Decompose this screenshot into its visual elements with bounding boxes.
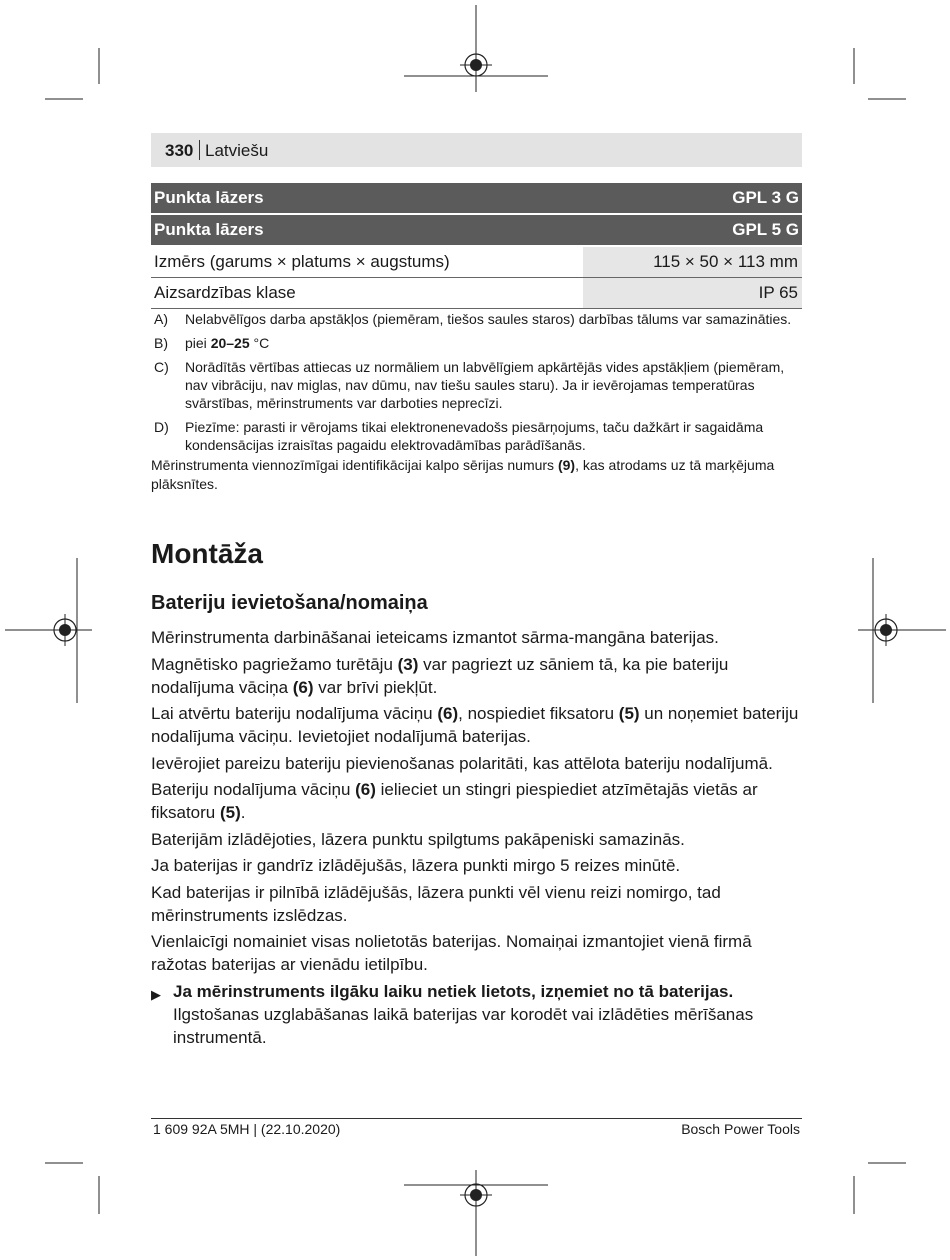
footer-document-id: 1 609 92A 5MH | (22.10.2020) (153, 1121, 341, 1137)
warning-content (173, 980, 802, 1049)
table-cell-label: Izmērs (garums × platums × augstums) (151, 246, 583, 278)
table-cell-value: GPL 3 G (583, 183, 802, 214)
section-body (151, 626, 802, 1049)
footnote-c (151, 358, 802, 412)
reference-number: (3) (397, 654, 419, 674)
reference-number: (6) (292, 677, 314, 697)
ident-text: Mērinstrumenta viennozīmīgai identifikācijai kalpo sērijas numurs (151, 457, 558, 473)
footnote-text: Piezīme: parasti ir vērojams tikai elektronenevadošs piesārņojums, taču dažkārt ir sagaidāma kondensācijas izraisītas pagaidu elektrovadāmības parādīšanās. (185, 419, 764, 453)
footer-brand: Bosch Power Tools (681, 1121, 800, 1137)
paragraph-text: ielieciet un stingri piespiediet atzīmētajās vietās ar fiksatoru (151, 780, 758, 822)
table-cell-value: 115 × 50 × 113 mm (583, 246, 802, 278)
triangle-bullet-icon: ▶ (151, 986, 161, 1002)
table-cell-label: Punkta lāzers (151, 214, 583, 246)
paragraph: Vienlaicīgi nomainiet visas nolietotās baterijas. Nomaiņai izmantojiet vienā firmā ražotas baterijas ar vienādu ietilpību. (151, 932, 752, 974)
paragraph-text: var brīvi piekļūt. (313, 677, 438, 697)
footnote-unit: °C (249, 335, 270, 351)
footnote-label: D) (154, 419, 169, 435)
reference-number: (5) (618, 704, 640, 723)
paragraph (151, 702, 802, 748)
table-cell-label: Punkta lāzers (151, 183, 583, 214)
table-row (151, 246, 802, 278)
footnote-text-pre: piei (185, 335, 211, 351)
paragraph-text: Magnētisko pagriežamo turētāju (151, 654, 398, 674)
paragraph (151, 653, 802, 699)
spec-table (151, 183, 802, 309)
reference-number: (6) (355, 780, 376, 799)
footnote-text (185, 334, 802, 352)
footnotes (151, 310, 802, 494)
table-cell-value: IP 65 (583, 278, 802, 309)
paragraph-text: Lai atvērtu bateriju nodalījuma vāciņu (151, 704, 438, 723)
footer-rule (151, 1118, 802, 1119)
warning-note (151, 980, 802, 1049)
footnote-text: Nelabvēlīgos darba apstākļos (piemēram, tiešos saules staros) darbības tālums var samazināties. (185, 311, 792, 327)
paragraph-text: , nospiediet fiksatoru (458, 704, 619, 723)
warning-text: Ilgstošanas uzglabāšanas laikā baterijas var korodēt vai izlādēties mērīšanas instrumentā. (173, 1004, 754, 1047)
footnote-a (151, 310, 802, 328)
paragraph (151, 778, 802, 824)
table-row (151, 183, 802, 214)
paragraph: Baterijām izlādējoties, lāzera punktu spilgtums pakāpeniski samazinās. (151, 829, 685, 849)
table-cell-label: Aizsardzības klase (151, 278, 583, 309)
footnote-label: B) (154, 335, 168, 351)
page-header (151, 133, 802, 167)
footnote-d (151, 418, 802, 454)
ident-text: , kas atrodams uz tā marķējuma plāksnītes. (151, 457, 775, 492)
footnote-label: A) (154, 311, 168, 327)
paragraph-text: Bateriju nodalījuma vāciņu (151, 780, 356, 799)
identification-note (151, 456, 802, 494)
paragraph: Ievērojiet pareizu bateriju pievienošanas polaritāti, kas attēlota bateriju nodalījumā. (151, 753, 773, 773)
paragraph-text: var pagriezt uz sāniem tā, ka pie bateriju nodalījuma vāciņa (151, 654, 729, 697)
paragraph: Mērinstrumenta darbināšanai ieteicams izmantot sārma-mangāna baterijas. (151, 628, 719, 647)
warning-bold-text: Ja mērinstruments ilgāku laiku netiek lietots, izņemiet no tā baterijas. (173, 981, 734, 1001)
paragraph: Kad baterijas ir pilnībā izlādējušās, lāzera punkti vēl vienu reizi nomirgo, tad mērinstruments izslēdzas. (151, 882, 721, 925)
paragraph-text: un noņemiet bateriju nodalījuma vāciņu. Ievietojiet nodalījumā baterijas. (151, 704, 799, 746)
paragraph: Ja baterijas ir gandrīz izlādējušās, lāzera punkti mirgo 5 reizes minūtē. (151, 856, 681, 875)
paragraph-text: . (240, 803, 246, 822)
table-row (151, 214, 802, 246)
table-cell-value: GPL 5 G (583, 214, 802, 246)
table-row (151, 278, 802, 309)
footnote-label: C) (154, 359, 169, 375)
footnote-text: Norādītās vērtības attiecas uz normāliem un labvēlīgiem apkārtējās vides apstākļiem (piemēram, nav vibrāciju, nav miglas, nav dūmu, nav tiešu saules staru). Ja ir ievērojamas temperatūras svārstības, mērinstruments var darboties neprecīzi. (185, 359, 785, 411)
header-language: Latviešu (205, 141, 269, 160)
section-subtitle: Bateriju ievietošana/nomaiņa (151, 592, 428, 614)
reference-number: (6) (437, 704, 459, 723)
page-number: 330 (165, 141, 194, 160)
ident-ref: (9) (557, 457, 576, 473)
reference-number: (5) (219, 803, 241, 822)
header-separator (199, 140, 200, 160)
footnote-range: 20–25 (210, 335, 250, 351)
footnote-b (151, 334, 802, 352)
section-title: Montāža (151, 538, 263, 569)
